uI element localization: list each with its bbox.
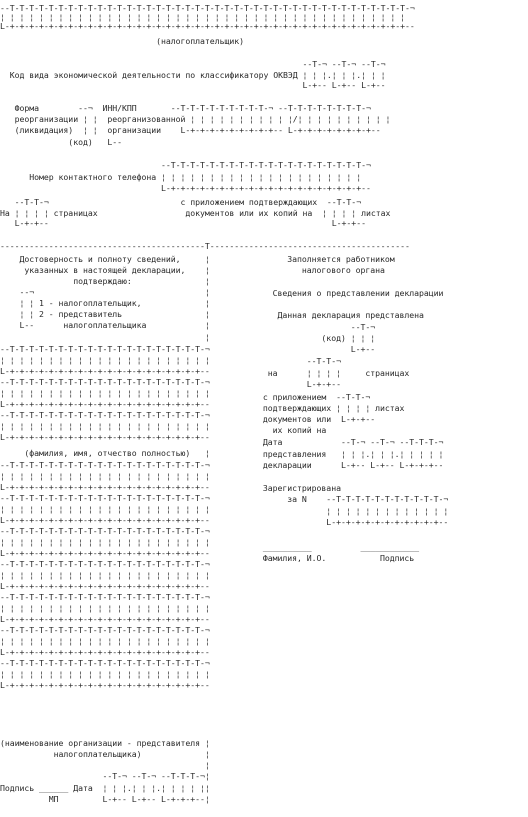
signer-type-box-top: --¬ ¦	[0, 287, 210, 297]
signer-type-option-2[interactable]: ¦ ¦ 2 - представитель ¦	[0, 309, 210, 319]
org-cells-bottom: L-+-+-+-+-+-+-+-+-+-+-+-+-+-+-+-+-+-+-+-+--	[0, 647, 210, 657]
org-cells-top: --T-T-T-T-T-T-T-T-T-T-T-T-T-T-T-T-T-T-T-T-¬	[0, 493, 210, 503]
org-cells-top: --T-T-T-T-T-T-T-T-T-T-T-T-T-T-T-T-T-T-T-T-¬	[0, 559, 210, 569]
signer-type-box-bottom: L-- налогоплательщика ¦	[0, 320, 210, 330]
okved-cells-top: --T-¬ --T-¬ --T-¬	[0, 59, 386, 69]
name-cells-line-1[interactable]: ¦ ¦ ¦ ¦ ¦ ¦ ¦ ¦ ¦ ¦ ¦ ¦ ¦ ¦ ¦ ¦ ¦ ¦ ¦ ¦ ¦ ¦	[0, 355, 210, 365]
name-cells-bottom: L-+-+-+-+-+-+-+-+-+-+-+-+-+-+-+-+-+-+-+-+--	[0, 399, 210, 409]
org-cells-top: --T-T-T-T-T-T-T-T-T-T-T-T-T-T-T-T-T-T-T-T-¬	[0, 592, 210, 602]
submission-date-bottom: декларации L-+-- L-+-- L-+-+-+--	[258, 460, 444, 470]
name-cells-top: --T-T-T-T-T-T-T-T-T-T-T-T-T-T-T-T-T-T-T-T-¬	[0, 410, 210, 420]
authority-heading-2: налогового органа	[258, 265, 385, 275]
org-cells-line-3[interactable]: ¦ ¦ ¦ ¦ ¦ ¦ ¦ ¦ ¦ ¦ ¦ ¦ ¦ ¦ ¦ ¦ ¦ ¦ ¦ ¦ ¦ ¦	[0, 537, 210, 547]
tax-authority-section	[258, 0, 528, 817]
reorganization-row-2[interactable]: реорганизации ¦ ¦ реорганизованной ¦ ¦ ¦ ¦ ¦ ¦ ¦ ¦ ¦ ¦ ¦/¦ ¦ ¦ ¦ ¦ ¦ ¦ ¦ ¦ ¦	[0, 114, 391, 124]
submission-info-heading: Сведения о представлении декларации	[258, 288, 444, 298]
org-cells-line-1[interactable]: ¦ ¦ ¦ ¦ ¦ ¦ ¦ ¦ ¦ ¦ ¦ ¦ ¦ ¦ ¦ ¦ ¦ ¦ ¦ ¦ ¦ ¦	[0, 471, 210, 481]
org-cells-line-5[interactable]: ¦ ¦ ¦ ¦ ¦ ¦ ¦ ¦ ¦ ¦ ¦ ¦ ¦ ¦ ¦ ¦ ¦ ¦ ¦ ¦ ¦ ¦	[0, 603, 210, 613]
name-cells-line-2[interactable]: ¦ ¦ ¦ ¦ ¦ ¦ ¦ ¦ ¦ ¦ ¦ ¦ ¦ ¦ ¦ ¦ ¦ ¦ ¦ ¦ ¦ ¦	[0, 388, 210, 398]
attachment-row-2[interactable]: подтверждающих ¦ ¦ ¦ ¦ листах	[258, 403, 405, 413]
name-cells-bottom: L-+-+-+-+-+-+-+-+-+-+-+-+-+-+-+-+-+-+-+-+--	[0, 432, 210, 442]
signature-date-cells-top: --T-¬ --T-¬ --T-T-T-¬¦	[0, 771, 210, 781]
reorganization-row-3[interactable]: (ликвидация) ¦ ¦ организации L-+-+-+-+-+-+-+-+-+-- L-+-+-+-+-+-+-+-+--	[0, 125, 381, 135]
attachment-row-4: их копий на	[258, 425, 327, 435]
stamp-date-cells-bottom: МП L-+-- L-+-- L-+-+-+--¦	[0, 794, 210, 804]
signer-type-option-1[interactable]: ¦ ¦ 1 - налогоплательщик, ¦	[0, 298, 210, 308]
full-name-caption: (фамилия, имя, отчество полностью) ¦	[0, 448, 210, 458]
section-divider: ------------------------------------------T-----------------------------------------	[0, 241, 410, 251]
taxpayer-name-cells[interactable]: ¦ ¦ ¦ ¦ ¦ ¦ ¦ ¦ ¦ ¦ ¦ ¦ ¦ ¦ ¦ ¦ ¦ ¦ ¦ ¦ ¦ ¦ ¦ ¦ ¦ ¦ ¦ ¦ ¦ ¦ ¦ ¦ ¦ ¦ ¦ ¦ ¦ ¦ ¦ ¦ ¦ ¦	[0, 12, 405, 22]
org-cells-top: --T-T-T-T-T-T-T-T-T-T-T-T-T-T-T-T-T-T-T-T-¬	[0, 526, 210, 536]
org-cells-top: --T-T-T-T-T-T-T-T-T-T-T-T-T-T-T-T-T-T-T-T-¬	[0, 658, 210, 668]
pages-row[interactable]: На ¦ ¦ ¦ ¦ страницах документов или их копий на ¦ ¦ ¦ ¦ листах	[0, 208, 391, 218]
phone-cells-bottom: L-+-+-+-+-+-+-+-+-+-+-+-+-+-+-+-+-+-+-+-+--	[0, 183, 371, 193]
code-cells-top: --T-¬	[258, 322, 376, 332]
pages-cells-top: --T-T-¬	[258, 356, 341, 366]
officer-signature-lines[interactable]: __________ ____________	[258, 542, 420, 552]
submission-date-top: Дата --T-¬ --T-¬ --T-T-T-¬	[258, 437, 444, 447]
pages-cells-bottom: L-+-+--	[258, 379, 341, 389]
name-cells-top: --T-T-T-T-T-T-T-T-T-T-T-T-T-T-T-T-T-T-T-T-¬	[0, 344, 210, 354]
submitted-label: Данная декларация представлена	[258, 310, 424, 320]
blank-line: ¦	[0, 332, 210, 342]
confirmation-heading-1: Достоверность и полноту сведений, ¦	[0, 254, 210, 264]
pages-row-bottom: L-+-+-- L-+-+--	[0, 218, 366, 228]
taxpayer-name-cells-top: --T-T-T-T-T-T-T-T-T-T-T-T-T-T-T-T-T-T-T-T-T-T-T-T-T-T-T-T-T-T-T-T-T-T-T-T-T-T-T-T-T-¬	[0, 3, 415, 13]
submission-date-row[interactable]: представления ¦ ¦ ¦.¦ ¦ ¦.¦ ¦ ¦ ¦ ¦	[258, 449, 444, 459]
phone-row[interactable]: Номер контактного телефона ¦ ¦ ¦ ¦ ¦ ¦ ¦ ¦ ¦ ¦ ¦ ¦ ¦ ¦ ¦ ¦ ¦ ¦ ¦ ¦ ¦	[0, 172, 362, 182]
okved-row[interactable]: Код вида экономической деятельности по классификатору ОКВЭД ¦ ¦ ¦.¦ ¦ ¦.¦ ¦ ¦	[0, 70, 386, 80]
registration-number-top: за N --T-T-T-T-T-T-T-T-T-T-T-¬	[258, 494, 449, 504]
org-cells-bottom: L-+-+-+-+-+-+-+-+-+-+-+-+-+-+-+-+-+-+-+-+--	[0, 614, 210, 624]
name-cells-line-3[interactable]: ¦ ¦ ¦ ¦ ¦ ¦ ¦ ¦ ¦ ¦ ¦ ¦ ¦ ¦ ¦ ¦ ¦ ¦ ¦ ¦ ¦ ¦	[0, 421, 210, 431]
code-row[interactable]: (код) ¦ ¦ ¦	[258, 333, 376, 343]
org-cells-bottom: L-+-+-+-+-+-+-+-+-+-+-+-+-+-+-+-+-+-+-+-+--	[0, 581, 210, 591]
org-cells-bottom: L-+-+-+-+-+-+-+-+-+-+-+-+-+-+-+-+-+-+-+-+--	[0, 515, 210, 525]
org-cells-line-7[interactable]: ¦ ¦ ¦ ¦ ¦ ¦ ¦ ¦ ¦ ¦ ¦ ¦ ¦ ¦ ¦ ¦ ¦ ¦ ¦ ¦ ¦ ¦	[0, 669, 210, 679]
confirmation-heading-2: указанных в настоящей декларации, ¦	[0, 265, 210, 275]
pages-row-top: --T-T-¬ с приложением подтверждающих --T-T-¬	[0, 197, 362, 207]
name-cells-bottom: L-+-+-+-+-+-+-+-+-+-+-+-+-+-+-+-+-+-+-+-+--	[0, 366, 210, 376]
name-cells-top: --T-T-T-T-T-T-T-T-T-T-T-T-T-T-T-T-T-T-T-T-¬	[0, 377, 210, 387]
taxpayer-name-cells-bottom: L-+-+-+-+-+-+-+-+-+-+-+-+-+-+-+-+-+-+-+-+-+-+-+-+-+-+-+-+-+-+-+-+-+-+-+-+-+-+-+-+-+--	[0, 21, 415, 31]
authority-heading-1: Заполняется работником	[258, 254, 395, 264]
org-cells-top: --T-T-T-T-T-T-T-T-T-T-T-T-T-T-T-T-T-T-T-T-¬	[0, 460, 210, 470]
reorganization-code-label: (код) L--	[0, 137, 122, 147]
org-cells-line-2[interactable]: ¦ ¦ ¦ ¦ ¦ ¦ ¦ ¦ ¦ ¦ ¦ ¦ ¦ ¦ ¦ ¦ ¦ ¦ ¦ ¦ ¦ ¦	[0, 504, 210, 514]
code-cells-bottom: L-+--	[258, 344, 376, 354]
org-cells-bottom: L-+-+-+-+-+-+-+-+-+-+-+-+-+-+-+-+-+-+-+-+--	[0, 482, 210, 492]
phone-cells-top: --T-T-T-T-T-T-T-T-T-T-T-T-T-T-T-T-T-T-T-T-¬	[0, 160, 371, 170]
org-cells-bottom: L-+-+-+-+-+-+-+-+-+-+-+-+-+-+-+-+-+-+-+-+--	[0, 548, 210, 558]
blank-line: ¦	[0, 760, 210, 770]
pages-row[interactable]: на ¦ ¦ ¦ ¦ страницах	[258, 368, 410, 378]
okved-cells-bottom: L-+-- L-+-- L-+--	[0, 80, 386, 90]
org-cells-top: --T-T-T-T-T-T-T-T-T-T-T-T-T-T-T-T-T-T-T-T-¬	[0, 625, 210, 635]
org-name-caption-1: (наименование организации - представителя ¦	[0, 738, 210, 748]
registered-label: Зарегистрирована	[258, 483, 341, 493]
registration-number-bottom: L-+-+-+-+-+-+-+-+-+-+-+--	[258, 517, 449, 527]
signature-date-row[interactable]: Подпись ______ Дата ¦ ¦ ¦.¦ ¦ ¦.¦ ¦ ¦ ¦ ¦¦	[0, 783, 210, 793]
org-cells-line-4[interactable]: ¦ ¦ ¦ ¦ ¦ ¦ ¦ ¦ ¦ ¦ ¦ ¦ ¦ ¦ ¦ ¦ ¦ ¦ ¦ ¦ ¦ ¦	[0, 570, 210, 580]
officer-signature-captions: Фамилия, И.О. Подпись	[258, 553, 415, 563]
attachment-row-3: документов или L-+-+--	[258, 414, 376, 424]
attachment-row-1: с приложением --T-T-¬	[258, 392, 371, 402]
org-cells-bottom: L-+-+-+-+-+-+-+-+-+-+-+-+-+-+-+-+-+-+-+-+--	[0, 680, 210, 690]
reorganization-row-1: Форма --¬ ИНН/КПП --T-T-T-T-T-T-T-T-T-¬ --T-T-T-T-T-T-T-T-¬	[0, 103, 371, 113]
org-cells-line-6[interactable]: ¦ ¦ ¦ ¦ ¦ ¦ ¦ ¦ ¦ ¦ ¦ ¦ ¦ ¦ ¦ ¦ ¦ ¦ ¦ ¦ ¦ ¦	[0, 636, 210, 646]
registration-number-row[interactable]: ¦ ¦ ¦ ¦ ¦ ¦ ¦ ¦ ¦ ¦ ¦ ¦ ¦	[258, 506, 449, 516]
confirmation-heading-3: подтверждаю: ¦	[0, 276, 210, 286]
taxpayer-caption: (налогоплательщик)	[0, 36, 244, 46]
org-name-caption-2: налогоплательщика) ¦	[0, 749, 210, 759]
